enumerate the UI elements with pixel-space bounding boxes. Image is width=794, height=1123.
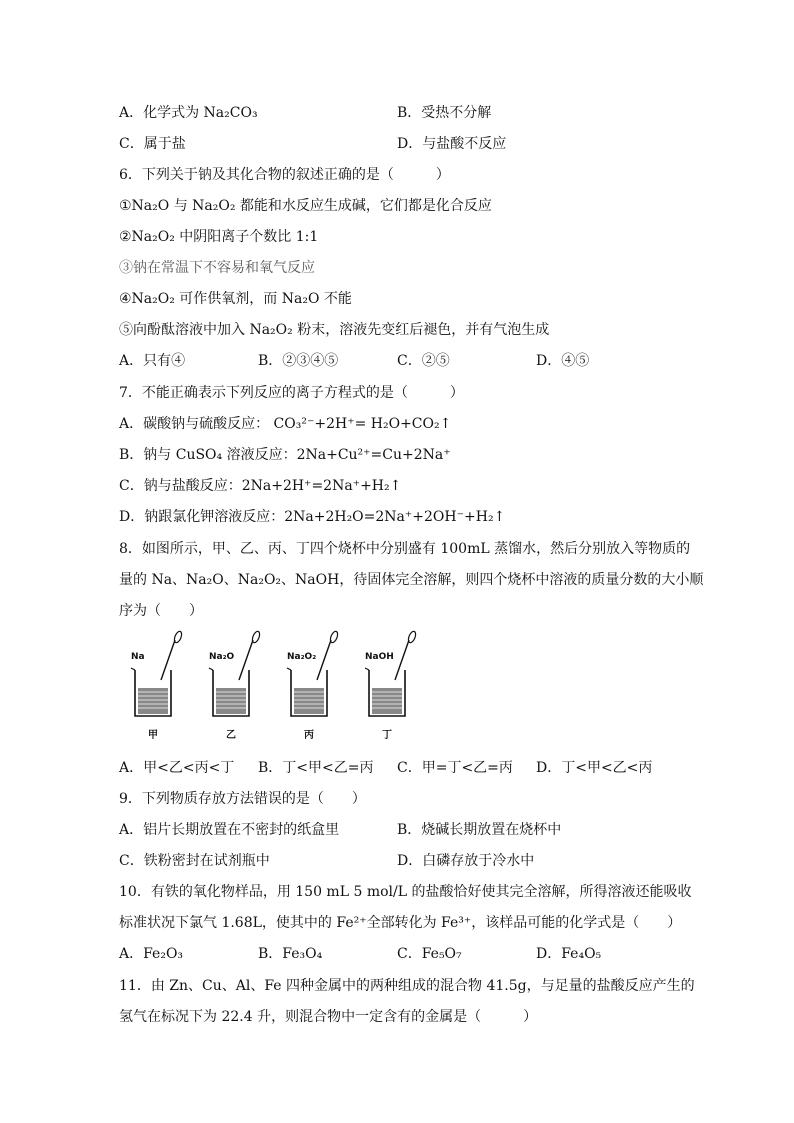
- beaker-ding: [361, 628, 431, 750]
- q7-option-d: D．钠跟氯化钾溶液反应：2Na+2H₂O=2Na⁺+2OH⁻+H₂↑: [119, 509, 506, 525]
- beaker-name: 甲: [148, 730, 158, 741]
- q9-option-b: B．烧碱长期放置在烧杯中: [397, 822, 562, 838]
- q6-option-a: A．只有④: [119, 353, 186, 369]
- beaker-icon: [127, 628, 197, 724]
- beaker-name: 丙: [304, 730, 314, 741]
- q9-option-d: D．白磷存放于冷水中: [397, 853, 535, 869]
- beaker-name: 乙: [226, 730, 236, 741]
- beaker-label: Na₂O: [209, 652, 235, 662]
- q5-option-d: D．与盐酸不反应: [397, 136, 507, 152]
- q11-stem-line-1: 11．由 Zn、Cu、Al、Fe 四种金属中的两种组成的混合物 41.5g，与足量的盐酸反应产生的: [119, 978, 695, 994]
- beaker-label: Na₂O₂: [287, 652, 317, 662]
- q6-option-b: B．②③④⑤: [258, 353, 339, 369]
- q8-option-d: D．丁<甲<乙<丙: [536, 760, 653, 776]
- q5-option-b: B．受热不分解: [397, 105, 492, 121]
- q6-item-4: ④Na₂O₂ 可作供氧剂，而 Na₂O 不能: [119, 291, 352, 307]
- beaker-icon: [205, 628, 275, 724]
- q8-stem-line-2: 量的 Na、Na₂O、Na₂O₂、NaOH，待固体完全溶解，则四个烧杯中溶液的质量分数的大小顺: [119, 572, 704, 588]
- beaker-bing: [283, 628, 353, 750]
- q7-stem: 7．不能正确表示下列反应的离子方程式的是（ ）: [119, 385, 464, 401]
- q7-option-c: C．钠与盐酸反应：2Na+2H⁺=2Na⁺+H₂↑: [119, 478, 402, 494]
- beaker-icon: [361, 628, 431, 724]
- beaker-jia: [127, 628, 197, 750]
- q6-stem: 6．下列关于钠及其化合物的叙述正确的是（ ）: [119, 167, 450, 183]
- beaker-figure: [119, 628, 419, 750]
- q10-option-d: D．Fe₄O₅: [536, 946, 602, 962]
- q6-option-c: C．②⑤: [397, 353, 450, 369]
- q8-option-a: A．甲<乙<丙<丁: [119, 760, 235, 776]
- q10-option-b: B．Fe₃O₄: [258, 946, 323, 962]
- q10-stem-line-2: 标准状况下氯气 1.68L，使其中的 Fe²⁺全部转化为 Fe³⁺，该样品可能的化学式是（ ）: [119, 915, 682, 931]
- q11-stem-line-2: 氢气在标况下为 22.4 升，则混合物中一定含有的金属是（ ）: [119, 1009, 538, 1025]
- q8-stem-line-1: 8．如图所示，甲、乙、丙、丁四个烧杯中分别盛有 100mL 蒸馏水，然后分别放入等物质的: [119, 541, 691, 557]
- q6-item-5: ⑤向酚酞溶液中加入 Na₂O₂ 粉末，溶液先变红后褪色，并有气泡生成: [119, 322, 550, 338]
- q8-stem-line-3: 序为（ ）: [119, 603, 203, 619]
- beaker-icon: [283, 628, 353, 724]
- beaker-name: 丁: [382, 730, 392, 741]
- q7-option-b: B．钠与 CuSO₄ 溶液反应：2Na+Cu²⁺=Cu+2Na⁺: [119, 447, 451, 463]
- q9-stem: 9．下列物质存放方法错误的是（ ）: [119, 791, 366, 807]
- q5-option-a: A．化学式为 Na₂CO₃: [119, 105, 258, 121]
- beaker-label: NaOH: [365, 652, 394, 662]
- q6-item-3: ③钠在常温下不容易和氧气反应: [119, 260, 315, 276]
- q6-item-1: ①Na₂O 与 Na₂O₂ 都能和水反应生成碱，它们都是化合反应: [119, 198, 492, 214]
- q10-option-a: A．Fe₂O₃: [119, 946, 184, 962]
- q7-option-a: A．碳酸钠与硫酸反应： CO₃²⁻+2H⁺= H₂O+CO₂↑: [119, 416, 452, 432]
- q8-option-c: C．甲=丁<乙=丙: [397, 760, 513, 776]
- q6-item-2: ②Na₂O₂ 中阴阳离子个数比 1:1: [119, 229, 319, 245]
- q9-option-a: A．铝片长期放置在不密封的纸盒里: [119, 822, 340, 838]
- q10-option-c: C．Fe₅O₇: [397, 946, 462, 962]
- beaker-label: Na: [131, 652, 145, 662]
- q5-option-c: C．属于盐: [119, 136, 186, 152]
- q8-option-b: B．丁<甲<乙=丙: [258, 760, 374, 776]
- beaker-yi: [205, 628, 275, 750]
- q6-option-d: D．④⑤: [536, 353, 590, 369]
- q10-stem-line-1: 10．有铁的氧化物样品，用 150 mL 5 mol/L 的盐酸恰好使其完全溶解，所得溶液还能吸收: [119, 884, 692, 900]
- q9-option-c: C．铁粉密封在试剂瓶中: [119, 853, 270, 869]
